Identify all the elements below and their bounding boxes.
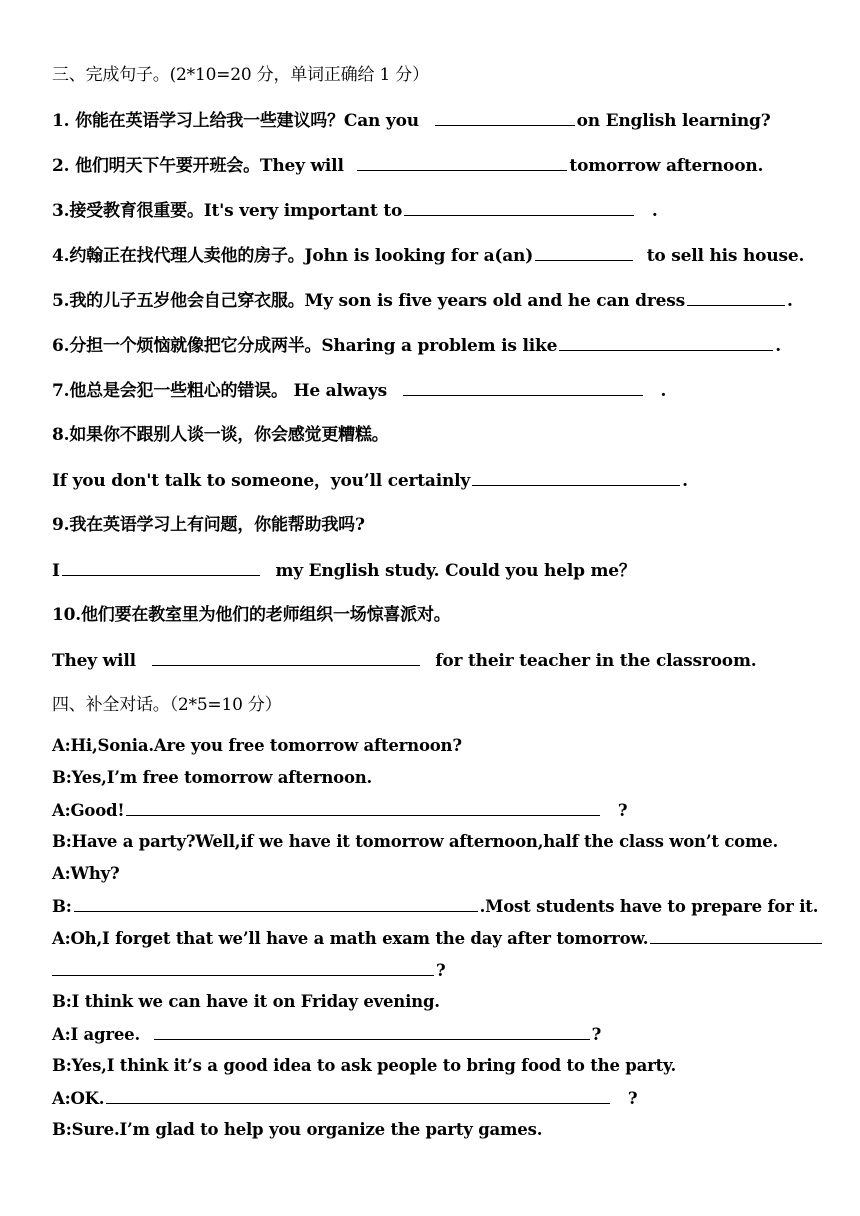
sentence-item-8 bbox=[52, 468, 820, 493]
dialogue-line bbox=[52, 894, 820, 919]
item-suffix: . bbox=[651, 201, 658, 221]
answer-blank[interactable] bbox=[435, 108, 575, 126]
dialogue-line: B:Yes,I’m free tomorrow afternoon. bbox=[52, 768, 373, 787]
answer-blank[interactable] bbox=[687, 288, 785, 306]
dialogue-line: A:Why? bbox=[52, 864, 120, 883]
sentence-item-1 bbox=[52, 108, 820, 133]
answer-blank[interactable] bbox=[535, 243, 633, 261]
item-prompt: 6.分担一个烦恼就像把它分成两半。Sharing a problem is like bbox=[52, 336, 558, 356]
answer-blank[interactable] bbox=[126, 798, 600, 816]
dialogue-suffix: ? bbox=[436, 961, 446, 980]
item-prompt: I bbox=[52, 561, 60, 581]
answer-blank[interactable] bbox=[154, 1022, 590, 1040]
item-suffix: . bbox=[775, 336, 781, 356]
dialogue-speaker-text: A:OK. bbox=[52, 1089, 105, 1108]
answer-blank[interactable] bbox=[52, 958, 434, 976]
sentence-item-5 bbox=[52, 288, 820, 313]
dialogue-suffix: ? bbox=[627, 1089, 638, 1108]
dialogue-line bbox=[52, 1022, 820, 1047]
dialogue-speaker-text: B: bbox=[52, 897, 72, 916]
dialogue-line: B:Yes,I think it’s a good idea to ask people to bring food to the party. bbox=[52, 1056, 677, 1075]
dialogue-speaker-text: A:Oh,I forget that we’ll have a math exam the day after tomorrow. bbox=[52, 929, 649, 948]
item-suffix: . bbox=[786, 291, 793, 311]
dialogue-line: A:Hi,Sonia.Are you free tomorrow afternoon? bbox=[52, 736, 462, 755]
item-suffix: my English study. Could you help me？ bbox=[275, 561, 636, 581]
answer-blank[interactable] bbox=[74, 894, 478, 912]
item-prompt: If you don't talk to someone，you’ll certainly bbox=[52, 471, 471, 491]
answer-blank[interactable] bbox=[62, 558, 260, 576]
dialogue-suffix: ? bbox=[617, 801, 628, 820]
item-prompt: 2. 他们明天下午要开班会。They will bbox=[52, 156, 344, 176]
sentence-item-6 bbox=[52, 333, 820, 358]
item-prompt: 1. 你能在英语学习上给我一些建议吗？Can you bbox=[52, 111, 419, 131]
section4-heading: 四、补全对话。（2*5=10 分） bbox=[52, 695, 282, 715]
item-prompt: 4.约翰正在找代理人卖他的房子。John is looking for a(an) bbox=[52, 246, 534, 266]
answer-blank[interactable] bbox=[106, 1086, 610, 1104]
item-suffix: to sell his house. bbox=[646, 246, 805, 266]
item-suffix: . bbox=[660, 381, 667, 401]
dialogue-line bbox=[52, 798, 820, 823]
dialogue-line bbox=[52, 926, 820, 951]
sentence-item-10 bbox=[52, 648, 820, 673]
dialogue-line bbox=[52, 958, 820, 983]
sentence-item-4 bbox=[52, 243, 820, 268]
dialogue-suffix: ? bbox=[591, 1025, 602, 1044]
dialogue-line bbox=[52, 1086, 820, 1111]
dialogue-speaker-text: A:I agree. bbox=[52, 1025, 141, 1044]
dialogue-speaker-text: A:Good! bbox=[52, 801, 125, 820]
answer-blank[interactable] bbox=[559, 333, 773, 351]
item-prompt: 3.接受教育很重要。It's very important to bbox=[52, 201, 403, 221]
sentence-item-7 bbox=[52, 378, 820, 403]
sentence-item-10-chinese: 10.他们要在教室里为他们的老师组织一场惊喜派对。 bbox=[52, 605, 451, 625]
dialogue-line: B:Have a party?Well,if we have it tomorrow afternoon,half the class won’t come. bbox=[52, 832, 779, 851]
answer-blank[interactable] bbox=[472, 468, 680, 486]
item-suffix: . bbox=[682, 471, 688, 491]
answer-blank[interactable] bbox=[650, 926, 822, 944]
section3-heading: 三、完成句子。(2*10=20 分，单词正确给 1 分） bbox=[52, 65, 429, 85]
answer-blank[interactable] bbox=[357, 153, 567, 171]
item-prompt: 7.他总是会犯一些粗心的错误。 He always bbox=[52, 381, 388, 401]
sentence-item-9-chinese: 9.我在英语学习上有问题，你能帮助我吗? bbox=[52, 515, 365, 535]
item-prompt: They will bbox=[52, 651, 136, 671]
dialogue-line: B:I think we can have it on Friday evening. bbox=[52, 992, 440, 1011]
sentence-item-2 bbox=[52, 153, 820, 178]
item-suffix: for their teacher in the classroom. bbox=[435, 651, 757, 671]
dialogue-suffix: .Most students have to prepare for it. bbox=[479, 897, 819, 916]
answer-blank[interactable] bbox=[152, 648, 420, 666]
sentence-item-8-chinese: 8.如果你不跟别人谈一谈，你会感觉更糟糕。 bbox=[52, 425, 389, 445]
sentence-item-9 bbox=[52, 558, 820, 583]
dialogue-line: B:Sure.I’m glad to help you organize the party games. bbox=[52, 1120, 543, 1139]
answer-blank[interactable] bbox=[404, 198, 634, 216]
item-suffix: tomorrow afternoon. bbox=[569, 156, 764, 176]
sentence-item-3 bbox=[52, 198, 820, 223]
item-suffix: on English learning? bbox=[576, 111, 771, 131]
answer-blank[interactable] bbox=[403, 378, 643, 396]
item-prompt: 5.我的儿子五岁他会自己穿衣服。My son is five years old and he can dress bbox=[52, 291, 685, 311]
